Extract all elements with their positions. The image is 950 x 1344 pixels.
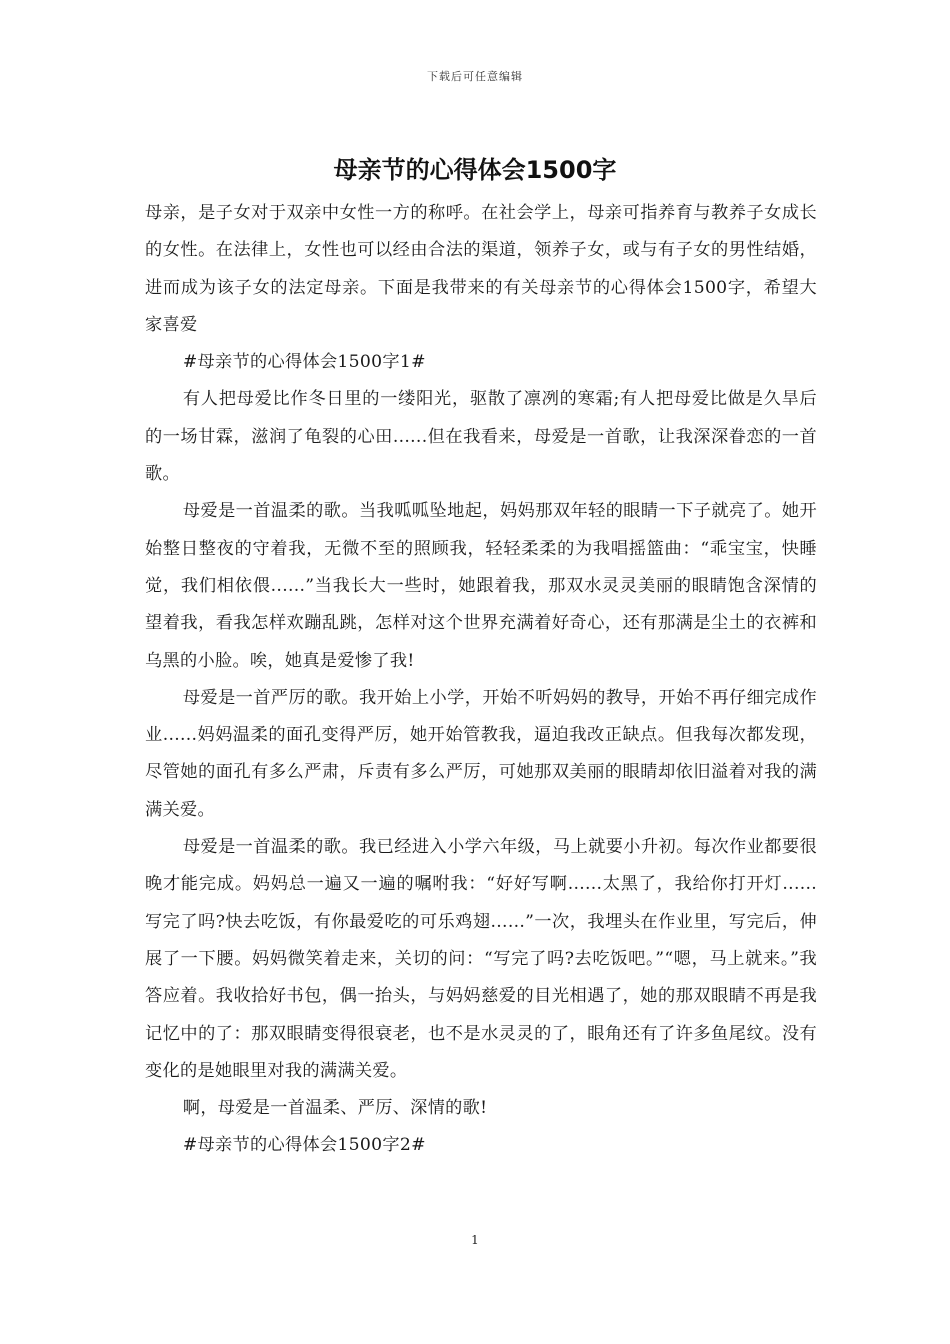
paragraph-intro: 母亲，是子女对于双亲中女性一方的称呼。在社会学上，母亲可指养育与教养子女成长的女性。在法律上，女性也可以经由合法的渠道，领养子女，或与有子女的男性结婚，进而成为该子女的法定母亲。下面是我带来的有关母亲节的心得体会1500字，希望大家喜爱 [145, 203, 817, 335]
document-body [145, 195, 817, 1165]
paragraph: 啊，母爱是一首温柔、严厉、深情的歌! [182, 1098, 488, 1119]
section-heading-1: #母亲节的心得体会1500字1# [182, 352, 426, 373]
header-note: 下载后可任意编辑 [427, 70, 523, 83]
paragraph: 母爱是一首严厉的歌。我开始上小学，开始不听妈妈的教导，开始不再仔细完成作业......妈妈温柔的面孔变得严厉，她开始管教我，逼迫我改正缺点。但我每次都发现，尽管她的面孔有多么严肃，斥责有多么严厉，可她那双美丽的眼睛却依旧溢着对我的满满关爱。 [145, 687, 817, 820]
section-heading-2: #母亲节的心得体会1500字2# [182, 1135, 426, 1156]
document-title: 母亲节的心得体会1500字 [333, 156, 617, 184]
paragraph: 母爱是一首温柔的歌。我已经进入小学六年级，马上就要小升初。每次作业都要很晚才能完成。妈妈总一遍又一遍的嘱咐我：“好好写啊......太黑了，我给你打开灯......写完了吗?快去吃饭，有你最爱吃的可乐鸡翅......”一次，我埋头在作业里，写完后，伸展了一下腰。妈妈微笑着走来，关切的问：“写完了吗?去吃饭吧。”“嗯，马上就来。”我答应着。我收拾好书包，偶一抬头，与妈妈慈爱的目光相遇了，她的那双眼睛不再是我记忆中的了：那双眼睛变得很衰老，也不是水灵灵的了，眼角还有了许多鱼尾纹。没有变化的是她眼里对我的满满关爱。 [145, 837, 817, 1081]
page-number: 1 [471, 1233, 479, 1247]
paragraph: 有人把母爱比作冬日里的一缕阳光，驱散了凛冽的寒霜;有人把母爱比做是久旱后的一场甘霖，滋润了龟裂的心田......但在我看来，母爱是一首歌，让我深深眷恋的一首歌。 [145, 389, 817, 485]
paragraph: 母爱是一首温柔的歌。当我呱呱坠地起，妈妈那双年轻的眼睛一下子就亮了。她开始整日整夜的守着我，无微不至的照顾我，轻轻柔柔的为我唱摇篮曲：“乖宝宝，快睡觉，我们相依偎......”当我长大一些时，她跟着我，那双水灵灵美丽的眼睛饱含深情的望着我，看我怎样欢蹦乱跳，怎样对这个世界充满着好奇心，还有那满是尘土的衣裤和乌黑的小脸。唉，她真是爱惨了我! [145, 501, 817, 671]
